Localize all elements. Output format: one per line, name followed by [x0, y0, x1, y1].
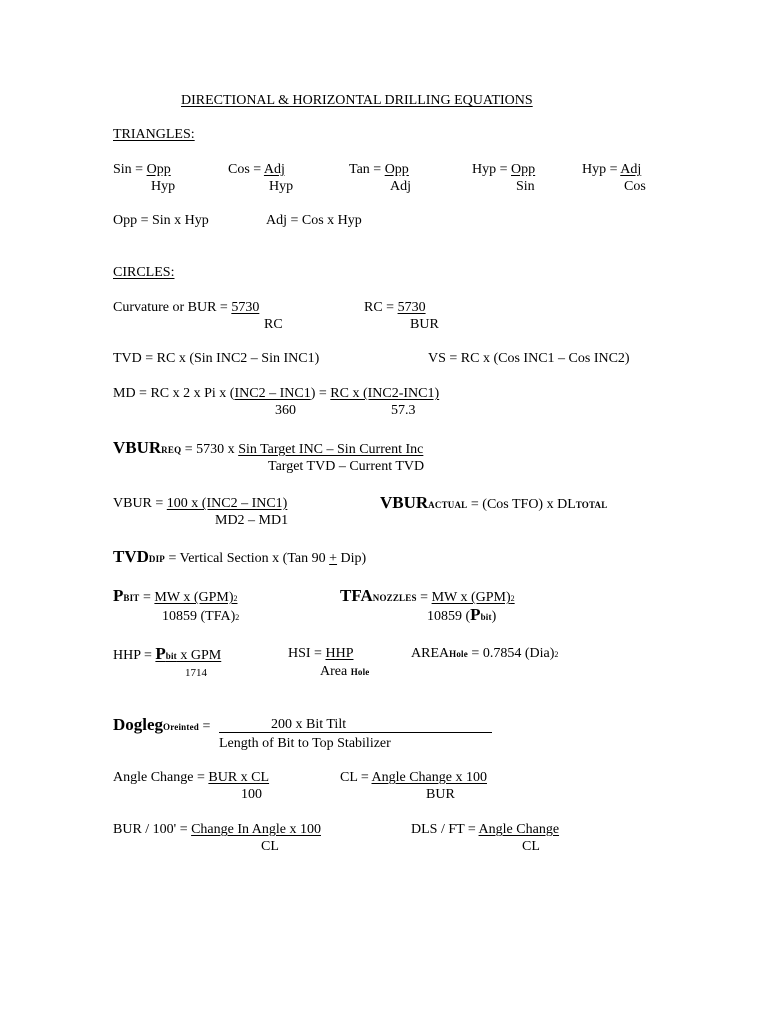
pbit-denominator: 10859 (TFA)2 — [162, 609, 240, 624]
hyp-opp-equation: Hyp = Opp — [472, 162, 536, 177]
angle-change-denominator: 100 — [241, 787, 262, 802]
dogleg-fraction-bar — [219, 732, 492, 733]
tfa-equation: TFANOZZLES = MW x (GPM)2 — [340, 586, 515, 605]
dls-denominator: CL — [522, 839, 540, 854]
tvd-dip-equation: TVDDIP = Vertical Section x (Tan 90 + Dip) — [113, 547, 367, 566]
curvature-denominator: RC — [264, 317, 283, 332]
circles-heading: CIRCLES: — [113, 265, 175, 280]
cos-denominator: Hyp — [269, 179, 294, 194]
hsi-equation: HSI = HHP — [288, 646, 354, 661]
area-equation: AREAHole = 0.7854 (Dia)2 — [411, 646, 559, 661]
vs-equation: VS = RC x (Cos INC1 – Cos INC2) — [428, 351, 630, 366]
tfa-denominator: 10859 (Pbit) — [427, 605, 497, 624]
sin-denominator: Hyp — [151, 179, 176, 194]
tvd-equation: TVD = RC x (Sin INC2 – Sin INC1) — [113, 351, 320, 366]
angle-change-equation: Angle Change = BUR x CL — [113, 770, 270, 785]
rc-denominator: BUR — [410, 317, 439, 332]
md-denominator-360: 360 — [275, 403, 296, 418]
tan-equation: Tan = Opp — [349, 162, 409, 177]
hhp-equation: HHP = Pbit x GPM — [113, 644, 222, 663]
cl-denominator: BUR — [426, 787, 455, 802]
vbur-req-equation: VBURREQ = 5730 x Sin Target INC – Sin Current Inc — [113, 438, 424, 457]
adj-equation: Adj = Cos x Hyp — [266, 213, 362, 228]
hyp-adj-equation: Hyp = Adj — [582, 162, 642, 177]
dls-equation: DLS / FT = Angle Change — [411, 822, 560, 837]
hyp-adj-denominator: Cos — [624, 179, 646, 194]
vbur-req-denominator: Target TVD – Current TVD — [268, 459, 425, 474]
dogleg-equation: DoglegOreinted = — [113, 715, 211, 734]
hsi-denominator: Area Hole — [320, 664, 370, 679]
dogleg-denominator: Length of Bit to Top Stabilizer — [219, 736, 391, 751]
cos-equation: Cos = Adj — [228, 162, 285, 177]
rc-equation: RC = 5730 — [364, 300, 426, 315]
page-title: DIRECTIONAL & HORIZONTAL DRILLING EQUATIONS — [181, 93, 533, 108]
bur-per-100-denominator: CL — [261, 839, 279, 854]
opp-equation: Opp = Sin x Hyp — [113, 213, 209, 228]
pbit-equation: PBIT = MW x (GPM)2 — [113, 586, 238, 605]
vbur-denominator: MD2 – MD1 — [215, 513, 289, 528]
cl-equation: CL = Angle Change x 100 — [340, 770, 487, 785]
tan-denominator: Adj — [390, 179, 411, 194]
hhp-denominator: 1714 — [185, 667, 207, 679]
triangles-heading: TRIANGLES: — [113, 127, 195, 142]
md-equation: MD = RC x 2 x Pi x (INC2 – INC1) = RC x (INC2-INC1) — [113, 386, 440, 401]
sin-equation: Sin = Opp — [113, 162, 171, 177]
md-denominator-573: 57.3 — [391, 403, 416, 418]
vbur-equation: VBUR = 100 x (INC2 – INC1) — [113, 496, 288, 511]
dogleg-numerator: 200 x Bit Tilt — [271, 717, 347, 732]
bur-per-100-equation: BUR / 100' = Change In Angle x 100 — [113, 822, 321, 837]
curvature-equation: Curvature or BUR = 5730 — [113, 300, 260, 315]
hyp-opp-denominator: Sin — [516, 179, 535, 194]
vbur-actual-equation: VBURACTUAL = (Cos TFO) x DLTOTAL — [380, 493, 608, 512]
